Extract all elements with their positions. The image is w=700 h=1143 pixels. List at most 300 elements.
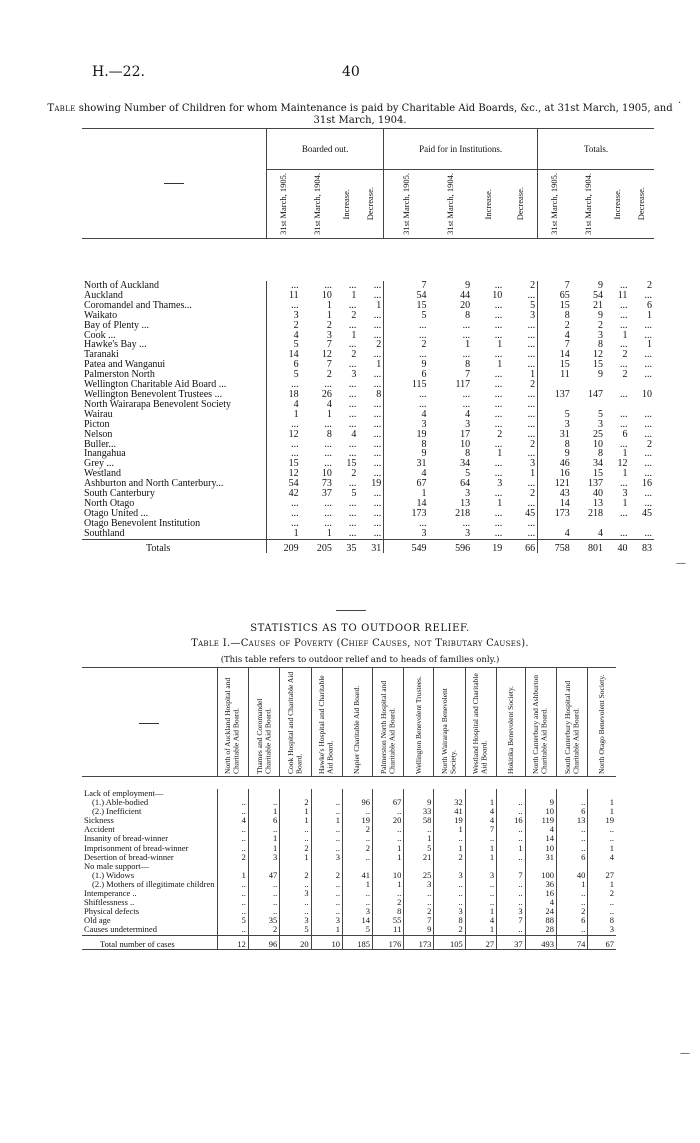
edge-mark: · <box>678 98 682 109</box>
table-row <box>82 529 654 539</box>
table-cell: ... <box>348 319 357 331</box>
column-header <box>465 668 496 777</box>
table-cell: 31 <box>525 853 556 862</box>
totals-cell: 74 <box>557 935 588 949</box>
region-name: Westland <box>84 468 121 480</box>
cause-name: Desertion of bread-winner <box>84 851 174 862</box>
table-cell: ... <box>462 388 471 400</box>
table-cell: 5 <box>465 468 471 480</box>
table-cell: 3 <box>497 907 526 916</box>
table-cell: 2 <box>326 319 332 331</box>
table-cell: 8 <box>597 339 603 351</box>
column-header <box>301 170 334 239</box>
table-cell: 2 <box>351 309 357 321</box>
table-cell: ... <box>348 408 357 420</box>
totals-cell: 66 <box>525 542 536 554</box>
column-header <box>497 668 526 777</box>
table-cell: 3 <box>465 871 496 880</box>
column-header <box>404 668 434 777</box>
table-cell: 34 <box>460 458 471 470</box>
table-cell: .. <box>434 880 465 889</box>
table-cell: 1 <box>248 834 279 843</box>
table-cell: 100 <box>525 871 556 880</box>
table-row <box>82 898 616 907</box>
table-cell: 4 <box>267 331 301 341</box>
table-cell: 5 <box>280 925 311 935</box>
table-cell: 6 <box>384 370 429 380</box>
edge-mark: — <box>680 1048 690 1059</box>
table-cell: 13 <box>557 816 588 825</box>
table-cell: 1 <box>372 844 403 853</box>
table-cell: 5 <box>530 299 536 311</box>
table-cell: ... <box>348 280 357 291</box>
table-cell: .. <box>311 834 342 843</box>
table-cell: 1 <box>588 807 616 816</box>
table-cell: .. <box>404 889 434 898</box>
table-cell: .. <box>248 898 279 907</box>
table-row <box>82 907 616 916</box>
table-cell: 2 <box>530 379 536 391</box>
table-cell: 9 <box>404 925 434 935</box>
table-cell: 14 <box>384 499 429 509</box>
table-cell: ... <box>267 281 301 291</box>
table-cell: .. <box>557 889 588 898</box>
table-cell: ... <box>348 448 357 460</box>
table-cell: 12 <box>321 349 332 361</box>
table-cell: 1 <box>622 448 628 460</box>
totals-cell: 12 <box>217 935 248 949</box>
table-cell: 1 <box>530 369 536 381</box>
table-cell: 1 <box>280 807 311 816</box>
totals-cell: 31 <box>371 542 382 554</box>
table-cell: .. <box>217 834 248 843</box>
table-cell: 3 <box>280 889 311 898</box>
table-cell: 2 <box>384 340 429 350</box>
table-cell: .. <box>248 880 279 889</box>
totals-cell: 10 <box>311 935 342 949</box>
table-cell: 19 <box>434 816 465 825</box>
table-cell: ... <box>267 301 301 311</box>
table-cell: 9 <box>538 449 572 459</box>
table-cell: 5 <box>384 311 429 321</box>
table-cell: 1 <box>248 807 279 816</box>
table-cell: .. <box>588 834 616 843</box>
totals-label: Totals <box>146 542 171 554</box>
table-cell: ... <box>348 299 357 311</box>
table-cell: 2 <box>622 369 628 381</box>
column-header <box>384 170 429 239</box>
table-cell: ... <box>324 418 332 430</box>
table-cell: 1 <box>647 309 652 321</box>
table-cell: .. <box>311 880 342 889</box>
table-cell: 1 <box>326 408 332 420</box>
table-cell: 1 <box>326 309 332 321</box>
region-name: Patea and Wanganui <box>84 359 166 371</box>
table-cell: ... <box>373 488 382 500</box>
table-cell: 14 <box>538 350 572 360</box>
table-cell: ... <box>462 319 471 331</box>
table-cell: 27 <box>588 871 616 880</box>
table-cell: 1 <box>434 825 465 834</box>
table-cell: ... <box>494 299 503 311</box>
table-cell: 1 <box>465 798 496 807</box>
table-cell: .. <box>280 907 311 916</box>
table-cell: 3 <box>267 311 301 321</box>
table-cell: 137 <box>538 390 572 400</box>
region-name: Nelson <box>84 428 113 440</box>
table-cell: 15 <box>384 301 429 311</box>
table-cell: ... <box>324 497 332 509</box>
table-cell: ... <box>494 458 503 470</box>
table-cell: 3 <box>311 916 342 925</box>
table-cell: 4 <box>597 527 603 539</box>
table-cell: 19 <box>343 816 373 825</box>
table-cell: 2 <box>280 844 311 853</box>
table-cell: ... <box>527 349 536 361</box>
table-cell: ... <box>527 339 536 351</box>
table-cell: ... <box>619 359 628 371</box>
table-cell: 7 <box>538 281 572 291</box>
dash-mark <box>139 723 159 724</box>
table-cell: ... <box>324 507 332 519</box>
table-cell: 119 <box>525 816 556 825</box>
table-cell: 9 <box>465 280 471 291</box>
table-cell: 5 <box>217 916 248 925</box>
column-header-text: North Wairarapa Benevolent Society. <box>440 688 458 774</box>
table-cell: .. <box>343 853 373 862</box>
table-cell: 67 <box>372 798 403 807</box>
table-cell: 3 <box>326 329 332 341</box>
table-cell: 2 <box>538 321 572 331</box>
table-cell: 14 <box>538 499 572 509</box>
table-cell: 3 <box>343 907 373 916</box>
table-cell: 6 <box>267 360 301 370</box>
table-cell: ... <box>348 398 357 410</box>
table-cell: 20 <box>372 816 403 825</box>
column-header-text: Palmerston North Hospital and Charitable Aid Board. <box>378 680 397 774</box>
table-cell: 173 <box>384 509 429 519</box>
table-cell: .. <box>497 925 526 935</box>
table-cell: 1 <box>497 448 503 460</box>
table-cell: 54 <box>592 289 603 301</box>
table-cell: 3 <box>280 916 311 925</box>
table-cell: ... <box>373 468 382 480</box>
column-header-text: 31st March, 1904. <box>444 173 455 235</box>
cause-name: Imprisonment of bread-winner <box>84 842 189 853</box>
column-header-text: Hawke's Hospital and Charitable Aid Board. <box>317 675 335 774</box>
cause-name: (2.) Mothers of illegitimate children <box>92 878 215 889</box>
table-cell: ... <box>348 497 357 509</box>
column-header <box>538 170 572 239</box>
table-cell: 1 <box>280 816 311 825</box>
totals-cell: 83 <box>642 542 652 554</box>
totals-cell: 758 <box>538 539 572 553</box>
totals-cell: 596 <box>455 542 471 554</box>
table-cell: .. <box>434 898 465 907</box>
table-cell: ... <box>373 379 382 391</box>
column-header-text: Increase. <box>611 188 622 220</box>
table-cell: .. <box>588 898 616 907</box>
table-cell: ... <box>644 418 652 430</box>
totals-cell: 37 <box>497 935 526 949</box>
table-cell: ... <box>527 497 536 509</box>
table-cell: 15 <box>346 458 357 470</box>
table-cell: .. <box>557 844 588 853</box>
table-cell: .. <box>497 853 526 862</box>
table-cell: 41 <box>434 807 465 816</box>
table-cell: ... <box>384 321 429 331</box>
table-cell: .. <box>372 807 403 816</box>
table-cell: 5 <box>267 370 301 380</box>
table-cell: ... <box>619 388 628 400</box>
region-name: Otago Benevolent Institution <box>84 517 201 529</box>
column-header <box>267 170 301 239</box>
table-cell: 2 <box>497 428 503 440</box>
table-cell: .. <box>497 880 526 889</box>
table-cell: 1 <box>557 880 588 889</box>
table-cell: 4 <box>465 916 496 925</box>
totals-cell: 493 <box>525 935 556 949</box>
table-cell: 3 <box>434 871 465 880</box>
table-cell: 1 <box>465 844 496 853</box>
table-cell: 7 <box>465 825 496 834</box>
table-cell: 54 <box>384 291 429 301</box>
totals-cell: 19 <box>492 542 503 554</box>
table-cell: ... <box>644 408 652 420</box>
table-cell: 4 <box>525 898 556 907</box>
group-boarded-out: Boarded out. <box>267 129 384 170</box>
table-cell: 4 <box>326 398 332 410</box>
table-row <box>82 807 616 816</box>
table-cell: .. <box>404 898 434 907</box>
table-cell: ... <box>324 280 332 291</box>
cause-name: Intemperance .. <box>84 888 137 899</box>
cause-name: Shiftlessness .. <box>84 897 135 908</box>
table-row <box>82 862 616 871</box>
table-cell: 1 <box>622 497 628 509</box>
table-cell: 96 <box>343 798 373 807</box>
table-cell: 8 <box>326 428 332 440</box>
table-cell: ... <box>348 359 357 371</box>
table-row <box>82 925 616 935</box>
table-row <box>82 916 616 925</box>
column-header <box>525 668 556 777</box>
table-cell: ... <box>527 478 536 490</box>
column-header-text: Cook Hospital and Charitable Aid Board. <box>285 671 304 774</box>
table-cell: 6 <box>557 916 588 925</box>
table-row <box>82 853 616 862</box>
table-cell: 3 <box>588 925 616 935</box>
table-cell: 2 <box>530 488 536 500</box>
table-cell: 1 <box>376 299 382 311</box>
table-cell: ... <box>527 289 536 301</box>
table-cell: 2 <box>622 349 628 361</box>
table-cell: ... <box>494 309 503 321</box>
column-header <box>557 668 588 777</box>
table-cell: 43 <box>538 489 572 499</box>
table-cell: 5 <box>538 410 572 420</box>
table-cell: 10 <box>321 289 332 301</box>
group-totals: Totals. <box>538 129 654 170</box>
table-cell: 14 <box>343 916 373 925</box>
table-cell: .. <box>217 898 248 907</box>
table-cell: 45 <box>525 507 536 519</box>
cause-name: (1.) Able-bodied <box>92 797 149 808</box>
table-cell: 88 <box>525 916 556 925</box>
table-row <box>82 889 616 898</box>
column-header <box>629 170 654 239</box>
table-cell: 1 <box>311 925 342 935</box>
table1-title-text: showing Number of Children for whom Maintenance is paid by Charitable Aid Boards, &c., at 31st March, 1905, and 31st March, 1904. <box>78 103 673 126</box>
table-cell: 4 <box>588 853 616 862</box>
table-cell: 58 <box>404 816 434 825</box>
table-cell: ... <box>644 289 652 301</box>
totals-cell: 40 <box>617 542 628 554</box>
table-cell: 2 <box>311 871 342 880</box>
table-cell: 4 <box>538 529 572 539</box>
table-cell: 8 <box>372 907 403 916</box>
region-name: Coromandel and Thames... <box>84 299 192 311</box>
column-header-text: South Canterbury Hospital and Charitable Aid Board. <box>562 680 581 774</box>
table-cell: 7 <box>384 281 429 291</box>
table-cell: .. <box>217 925 248 935</box>
totals-cell: 105 <box>434 935 465 949</box>
table-cell: ... <box>324 448 332 460</box>
table-cell: 115 <box>384 380 429 390</box>
totals-label: Total number of cases <box>100 938 175 949</box>
spacer-cell <box>82 239 654 282</box>
table-cell: 8 <box>465 359 471 371</box>
region-name: Taranaki <box>84 349 119 361</box>
table-cell: 25 <box>592 428 603 440</box>
table-cell: ... <box>267 509 301 519</box>
table-cell: 28 <box>525 925 556 935</box>
table-cell: ... <box>384 519 429 529</box>
table-cell: 2 <box>248 925 279 935</box>
table-row <box>82 789 616 798</box>
table-cell: 6 <box>557 853 588 862</box>
table-cell: 2 <box>280 871 311 880</box>
table-cell: .. <box>280 898 311 907</box>
table-cell: 5 <box>267 340 301 350</box>
column-header <box>372 668 403 777</box>
table-cell: 2 <box>326 369 332 381</box>
table-cell: ... <box>527 359 536 371</box>
table-cell: 9 <box>597 280 603 291</box>
table-cell: 218 <box>587 507 603 519</box>
dash-mark <box>164 183 184 184</box>
table-cell: .. <box>311 798 342 807</box>
table-cell: 31 <box>538 430 572 440</box>
cause-name: (1.) Widows <box>92 869 134 880</box>
column-header-text: Napier Charitable Aid Board. <box>352 685 362 774</box>
table-cell: .. <box>217 825 248 834</box>
table-cell: 1 <box>465 853 496 862</box>
column-header-text: Decrease. <box>636 187 647 221</box>
table-cell: 4 <box>525 825 556 834</box>
outdoor-relief-note: (This table refers to outdoor relief and to heads of families only.) <box>220 655 500 665</box>
table-cell: 17 <box>460 428 471 440</box>
table-cell: 1 <box>622 329 628 341</box>
region-name: Ashburton and North Canterbury... <box>84 478 224 490</box>
table-cell: 1 <box>497 359 503 371</box>
table-cell: .. <box>217 798 248 807</box>
table-cell: .. <box>557 798 588 807</box>
table-cell: ... <box>494 329 503 341</box>
table-cell: 1 <box>326 299 332 311</box>
table-cell: ... <box>348 438 357 450</box>
table-cell: 1 <box>376 359 382 371</box>
table-cell: 4 <box>267 400 301 410</box>
column-header-text: Decrease. <box>515 187 526 221</box>
table-cell: ... <box>494 418 503 430</box>
table-cell: 2 <box>597 319 603 331</box>
table-cell: .. <box>217 907 248 916</box>
table-cell: 4 <box>384 410 429 420</box>
table-cell: ... <box>384 350 429 360</box>
table-cell: .. <box>465 880 496 889</box>
table-cell: 1 <box>588 798 616 807</box>
table-cell: ... <box>373 438 382 450</box>
table-cell: 8 <box>538 440 572 450</box>
table-cell: 1 <box>530 468 536 480</box>
table-cell: 3 <box>465 418 471 430</box>
table-cell: 4 <box>465 816 496 825</box>
table-cell: ... <box>494 408 503 420</box>
table-cell: 1 <box>372 853 403 862</box>
table-cell: 5 <box>597 408 603 420</box>
totals-cell: 209 <box>267 539 301 553</box>
table-cell: .. <box>311 844 342 853</box>
totals-cell: 801 <box>587 542 603 554</box>
table-cell: ... <box>384 331 429 341</box>
region-name: Grey ... <box>84 458 114 470</box>
region-name: Picton <box>84 418 110 430</box>
table-cell: ... <box>494 468 503 480</box>
column-header <box>428 170 472 239</box>
column-header-text: 31st March, 1905. <box>549 173 560 235</box>
table-cell: 15 <box>592 468 603 480</box>
table-cell: ... <box>644 448 652 460</box>
table-cell: ... <box>619 319 628 331</box>
table-cell: 1 <box>588 844 616 853</box>
table-cell: 1 <box>311 816 342 825</box>
totals-cell: 27 <box>465 935 496 949</box>
region-name: North Wairarapa Benevolent Society <box>84 398 232 410</box>
totals-cell: 549 <box>384 539 429 553</box>
table-cell: 1 <box>588 880 616 889</box>
table-cell: 7 <box>326 359 332 371</box>
table-cell: 3 <box>622 488 628 500</box>
report-code: H.—22. <box>92 64 145 80</box>
table-cell: 42 <box>267 489 301 499</box>
edge-mark: — <box>676 558 686 569</box>
table-cell: 2 <box>343 825 373 834</box>
column-header <box>504 170 537 239</box>
table-cell: 1 <box>465 925 496 935</box>
table-cell: ... <box>527 319 536 331</box>
table-cell: .. <box>343 807 373 816</box>
table-cell: 67 <box>384 479 429 489</box>
table-cell: ... <box>348 507 357 519</box>
region-name: Otago United ... <box>84 507 149 519</box>
table-cell: 218 <box>455 507 471 519</box>
table-cell: 3 <box>465 527 471 539</box>
table-cell: 9 <box>384 360 429 370</box>
table-cell: ... <box>527 428 536 440</box>
table-cell: 1 <box>351 329 357 341</box>
table-cell: 5 <box>343 925 373 935</box>
